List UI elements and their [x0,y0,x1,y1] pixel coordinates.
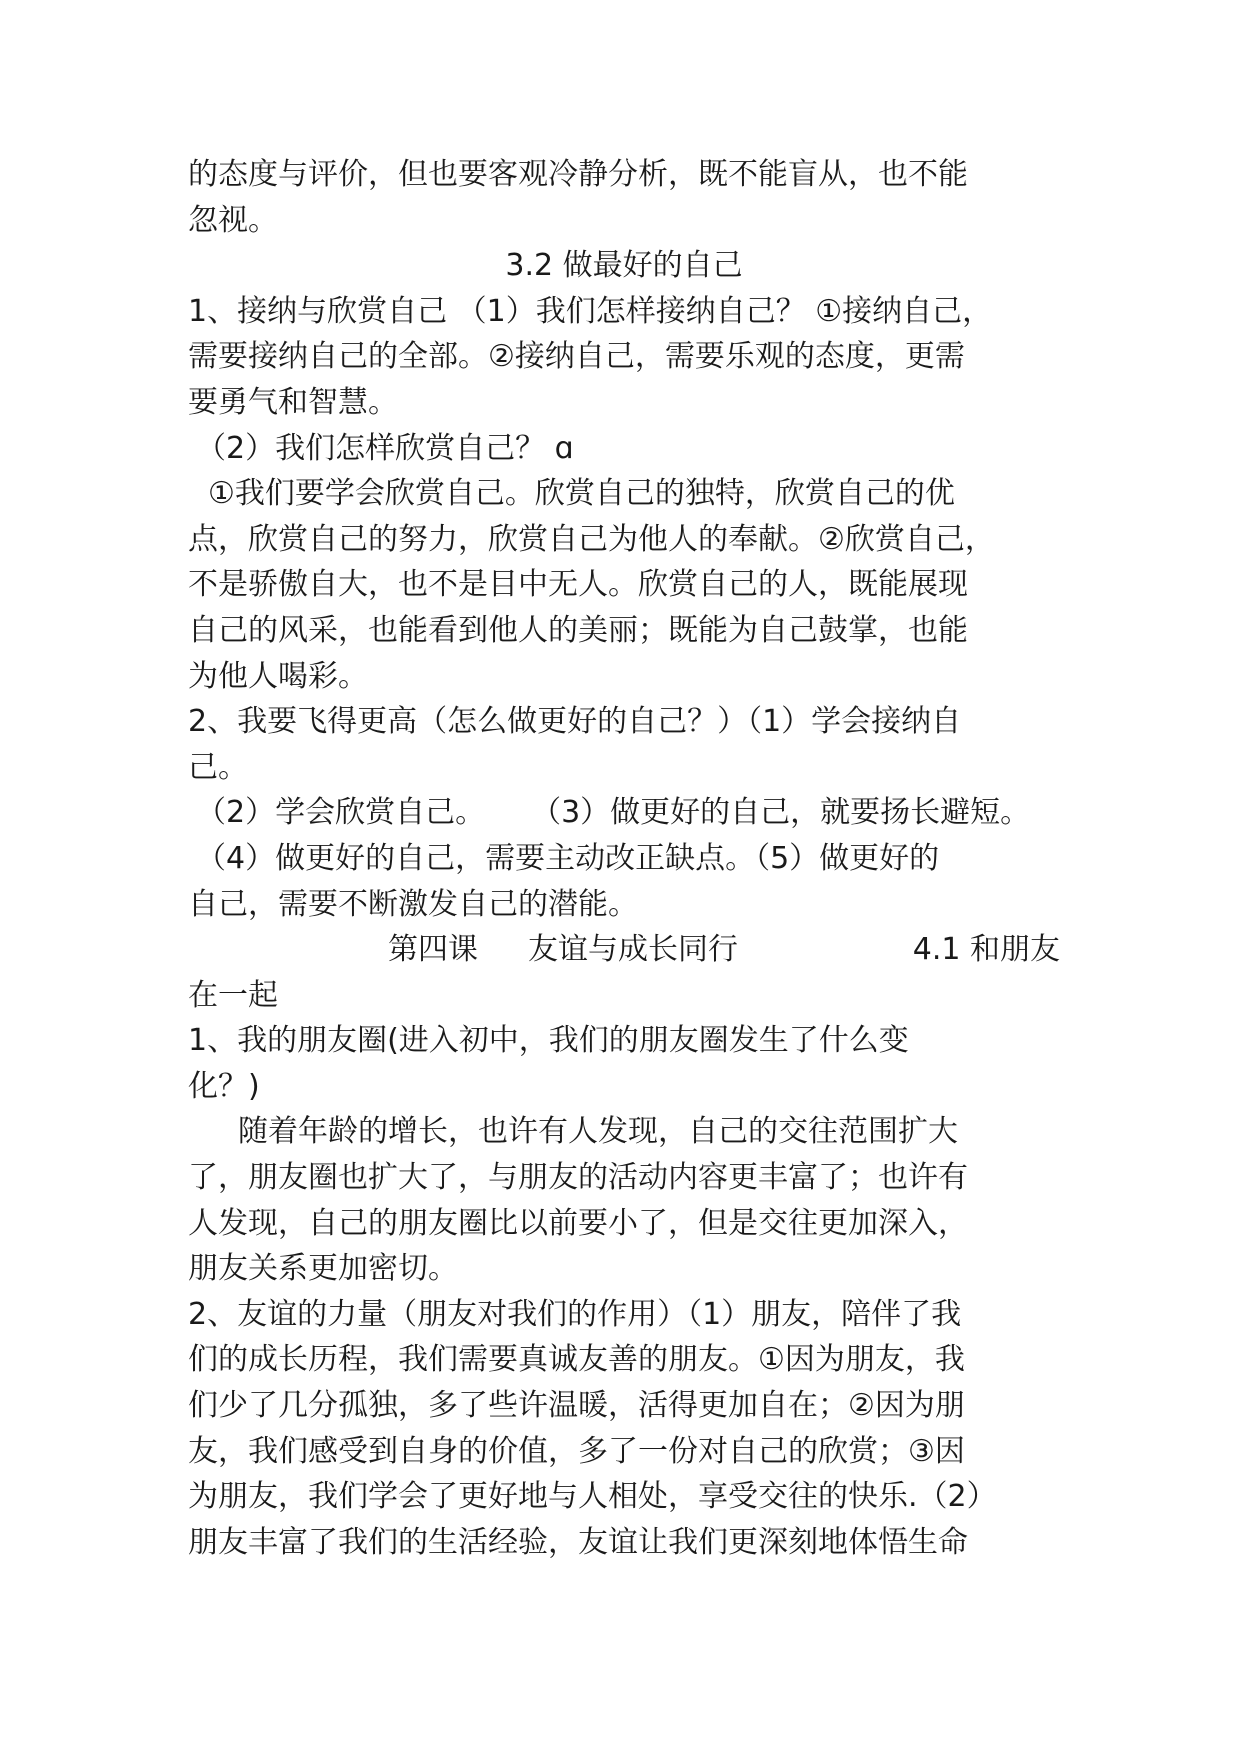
text-line: 化？) [188,1068,260,1104]
text-line: （2）我们怎样欣赏自己？ ɑ [196,430,574,466]
text-line: 为他人喝彩。 [188,658,368,694]
body-text [188,152,1060,1565]
lesson-name: 友谊与成长同行 [528,932,738,968]
text-line: 随着年龄的增长，也许有人发现，自己的交往范围扩大 [238,1114,958,1150]
text-line: （4）做更好的自己，需要主动改正缺点。（5）做更好的 [196,840,940,876]
text-line: 为朋友，我们学会了更好地与人相处，享受交往的快乐.（2） [188,1479,997,1515]
text-line: 2、我要飞得更高（怎么做更好的自己？）（1）学会接纳自 [188,704,962,740]
text-line: 1、我的朋友圈(进入初中，我们的朋友圈发生了什么变 [188,1023,909,1059]
section-heading-4-1: 4.1 和朋友 [912,932,1060,968]
text-line: 的态度与评价，但也要客观冷静分析，既不能盲从，也不能 [188,157,968,192]
lesson-title [388,927,738,973]
text-line: 要勇气和智慧。 [188,384,398,420]
text-line: 点，欣赏自己的努力，欣赏自己为他人的奉献。②欣赏自己， [188,521,995,557]
text-line: 人发现，自己的朋友圈比以前要小了，但是交往更加深入， [188,1205,968,1241]
text-line: 朋友丰富了我们的生活经验，友谊让我们更深刻地体悟生命 [188,1524,968,1560]
text-line [188,790,1060,836]
text-line: 1、接纳与欣赏自己 （1）我们怎样接纳自己？ ①接纳自己， [188,293,993,329]
lesson-heading [188,927,1060,973]
text-line: 自己的风采，也能看到他人的美丽；既能为自己鼓掌，也能 [188,612,968,648]
text-line: 朋友关系更加密切。 [188,1251,458,1287]
text-line: 们少了几分孤独，多了些许温暖，活得更加自在；②因为朋 [188,1388,965,1424]
text-line: 不是骄傲自大，也不是目中无人。欣赏自己的人，既能展现 [188,567,968,603]
text-line: 忽视。 [188,202,278,238]
lesson-number: 第四课 [388,932,478,968]
text-line: 需要接纳自己的全部。②接纳自己，需要乐观的态度，更需 [188,339,965,375]
text-line: 自己，需要不断激发自己的潜能。 [188,886,638,922]
text-segment: （3）做更好的自己，就要扬长避短。 [531,795,1031,831]
text-segment: （2）学会欣赏自己。 [196,795,486,831]
text-line: 们的成长历程，我们需要真诚友善的朋友。①因为朋友，我 [188,1342,965,1378]
text-line: 友，我们感受到自身的价值，多了一份对自己的欣赏；③因 [188,1433,965,1469]
section-heading-3-2: 3.2 做最好的自己 [505,248,743,284]
text-line: ①我们要学会欣赏自己。欣赏自己的独特，欣赏自己的优 [208,476,955,512]
text-line: 了，朋友圈也扩大了，与朋友的活动内容更丰富了；也许有 [188,1160,968,1196]
text-line: 在一起 [188,977,278,1013]
text-line: 己。 [188,749,248,785]
text-line: 2、友谊的力量（朋友对我们的作用）（1）朋友，陪伴了我 [188,1296,962,1332]
